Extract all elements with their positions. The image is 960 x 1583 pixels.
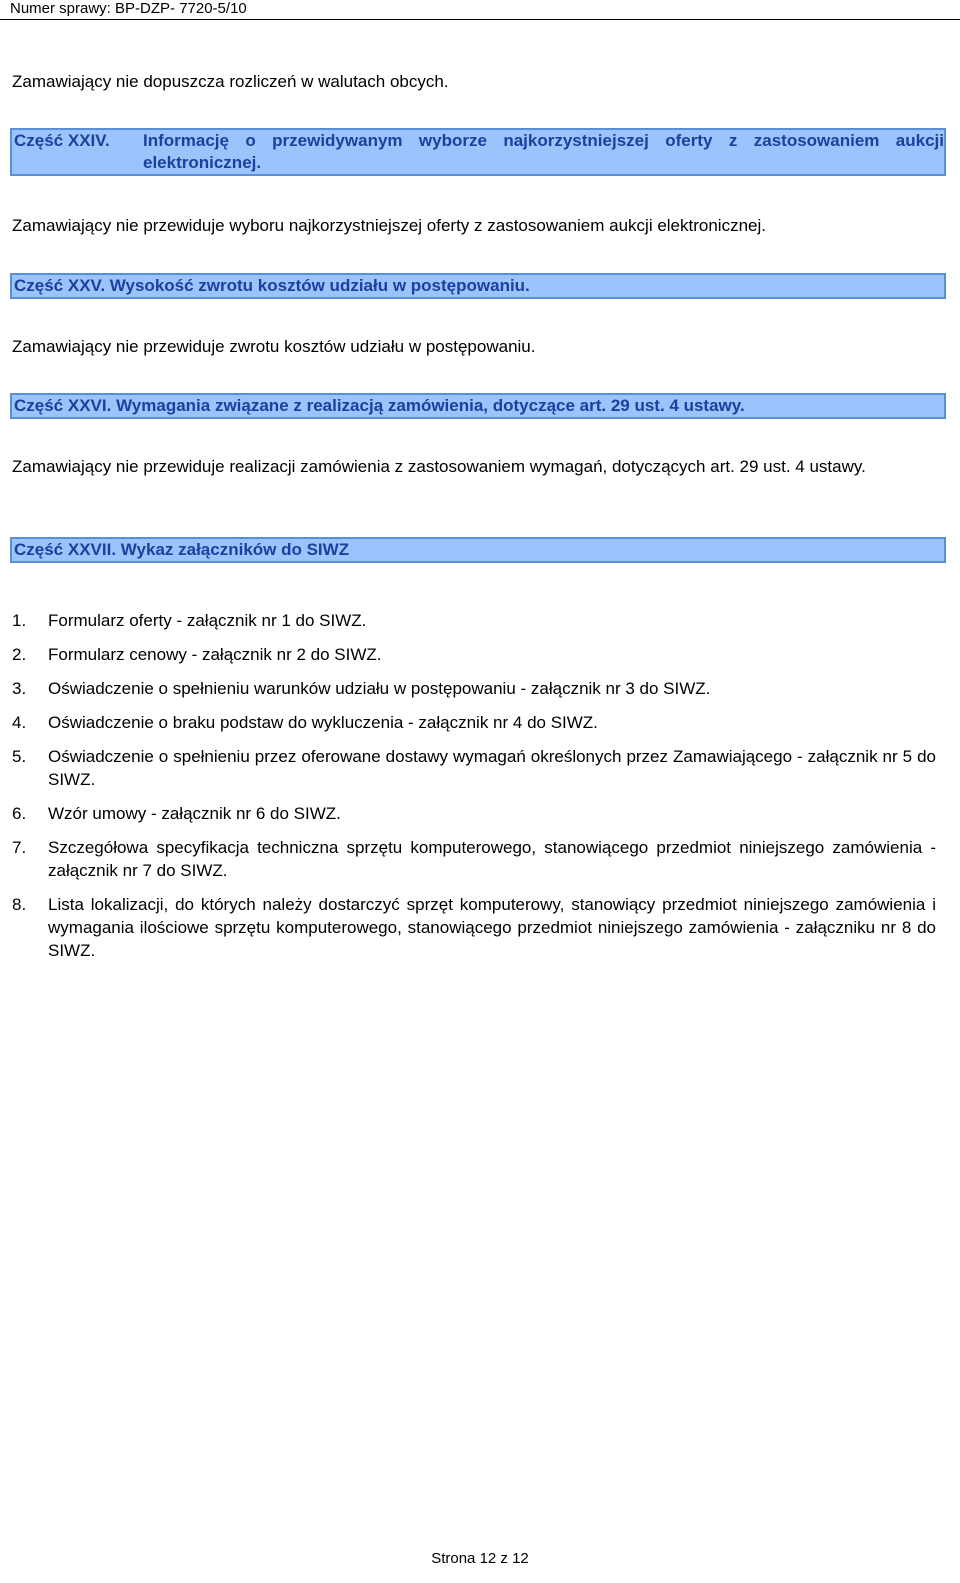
auction-paragraph: Zamawiający nie przewiduje wyboru najkorzystniejszej oferty z zastosowaniem aukcji elektronicznej. xyxy=(12,216,766,235)
case-number: Numer sprawy: BP-DZP- 7720-5/10 xyxy=(10,0,247,17)
art29-paragraph: Zamawiający nie przewiduje realizacji zamówienia z zastosowaniem wymagań, dotyczących art. 29 ust. 4 ustawy. xyxy=(12,457,866,476)
item-text: Oświadczenie o spełnieniu warunków udziału w postępowaniu - załącznik nr 3 do SIWZ. xyxy=(48,679,711,698)
item-number: 4. xyxy=(12,713,27,732)
section-title: Wymagania związane z realizacją zamówienia, dotyczące art. 29 ust. 4 ustawy. xyxy=(116,396,745,415)
item-number: 8. xyxy=(12,895,27,914)
item-number: 1. xyxy=(12,611,27,630)
section-xxvii-heading xyxy=(10,537,946,563)
section-number: Część XXVII. xyxy=(14,540,117,559)
item-number: 6. xyxy=(12,804,27,823)
list-item xyxy=(12,711,936,734)
section-number: Część XXVI. xyxy=(14,396,112,415)
item-text: Lista lokalizacji, do których należy dostarczyć sprzęt komputerowy, stanowiący przedmiot niniejszego zamówienia i wymagania ilościowe sprzętu komputerowego, stanowiącego przedmiot niniejszego zamówienia - załączniku nr 8 do SIWZ. xyxy=(48,895,936,960)
item-number: 5. xyxy=(12,747,27,766)
section-number: Część XXIV. xyxy=(14,131,110,150)
list-item xyxy=(12,802,936,825)
section-xxiv-heading xyxy=(10,128,946,176)
page-number: Strona 12 z 12 xyxy=(431,1550,529,1567)
section-number: Część XXV. xyxy=(14,276,106,295)
refund-paragraph: Zamawiający nie przewiduje zwrotu kosztów udziału w postępowaniu. xyxy=(12,337,536,356)
currency-paragraph: Zamawiający nie dopuszcza rozliczeń w walutach obcych. xyxy=(12,72,449,91)
list-item xyxy=(12,893,936,962)
item-text: Oświadczenie o spełnieniu przez oferowane dostawy wymagań określonych przez Zamawiającego - załącznik nr 5 do SIWZ. xyxy=(48,747,936,789)
attachments-list xyxy=(12,609,936,962)
list-item xyxy=(12,609,936,632)
item-text: Oświadczenie o braku podstaw do wykluczenia - załącznik nr 4 do SIWZ. xyxy=(48,713,598,732)
list-item xyxy=(12,643,936,666)
section-title: Wysokość zwrotu kosztów udziału w postępowaniu. xyxy=(109,276,530,295)
list-item xyxy=(12,677,936,700)
item-text: Formularz oferty - załącznik nr 1 do SIWZ. xyxy=(48,611,367,630)
section-title: Wykaz załączników do SIWZ xyxy=(120,540,350,559)
list-item xyxy=(12,836,936,882)
section-title: Informację o przewidywanym wyborze najkorzystniejszej oferty z zastosowaniem aukcji elektronicznej. xyxy=(143,131,944,172)
item-number: 2. xyxy=(12,645,27,664)
item-number: 3. xyxy=(12,679,27,698)
item-number: 7. xyxy=(12,838,27,857)
item-text: Formularz cenowy - załącznik nr 2 do SIWZ. xyxy=(48,645,382,664)
item-text: Wzór umowy - załącznik nr 6 do SIWZ. xyxy=(48,804,341,823)
section-xxv-heading xyxy=(10,273,946,299)
item-text: Szczegółowa specyfikacja techniczna sprzętu komputerowego, stanowiącego przedmiot niniejszego zamówienia - załącznik nr 7 do SIWZ. xyxy=(48,838,936,880)
header-divider xyxy=(0,19,960,20)
list-item xyxy=(12,745,936,791)
section-xxvi-heading xyxy=(10,393,946,419)
